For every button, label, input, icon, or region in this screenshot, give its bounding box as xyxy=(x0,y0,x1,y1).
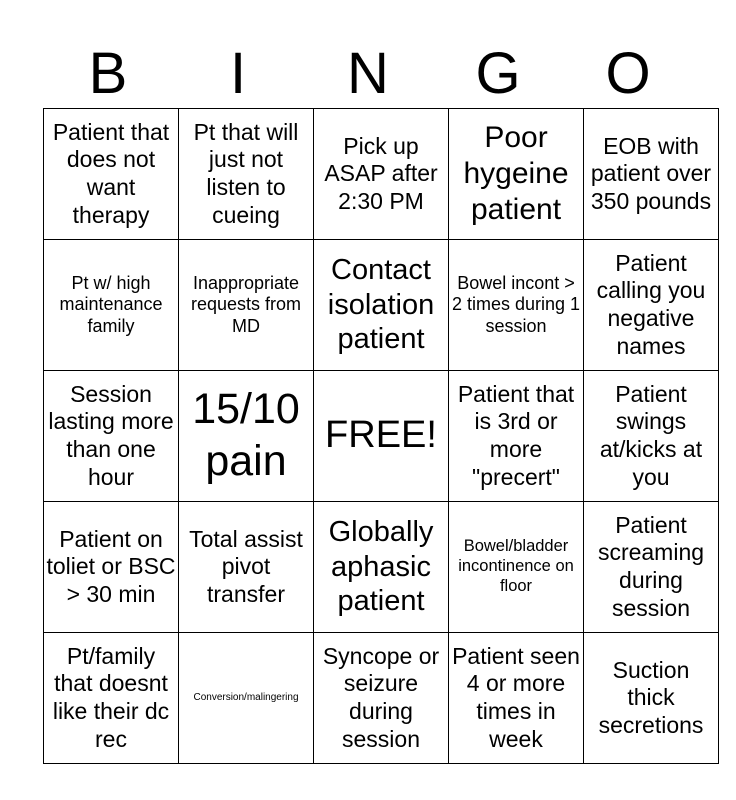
board-row xyxy=(44,371,719,502)
bingo-cell[interactable]: Conversion/malingering xyxy=(179,633,314,764)
header-letter-i: I xyxy=(229,41,247,106)
bingo-cell[interactable]: Bowel incont > 2 times during 1 session xyxy=(449,240,584,371)
bingo-cell[interactable]: Total assist pivot transfer xyxy=(179,502,314,633)
bingo-cell[interactable]: Pick up ASAP after 2:30 PM xyxy=(314,109,449,240)
bingo-cell[interactable]: Patient that is 3rd or more "precert" xyxy=(449,371,584,502)
bingo-cell[interactable]: Patient swings at/kicks at you xyxy=(584,371,719,502)
header-letter-n: N xyxy=(347,41,389,106)
bingo-board xyxy=(43,108,719,764)
bingo-header xyxy=(43,40,693,108)
bingo-cell[interactable]: Contact isolation patient xyxy=(314,240,449,371)
bingo-cell[interactable]: Globally aphasic patient xyxy=(314,502,449,633)
bingo-cell[interactable]: Session lasting more than one hour xyxy=(44,371,179,502)
bingo-cell[interactable]: Patient on toliet or BSC > 30 min xyxy=(44,502,179,633)
header-letter-o: O xyxy=(605,41,651,106)
board-row xyxy=(44,502,719,633)
board-row xyxy=(44,109,719,240)
bingo-cell[interactable]: Suction thick secretions xyxy=(584,633,719,764)
header-letter-b: B xyxy=(88,41,128,106)
board-row xyxy=(44,240,719,371)
bingo-cell[interactable]: 15/10 pain xyxy=(179,371,314,502)
bingo-cell[interactable]: Pt/family that doesnt like their dc rec xyxy=(44,633,179,764)
bingo-cell[interactable]: Inappropriate requests from MD xyxy=(179,240,314,371)
bingo-cell[interactable]: Patient calling you negative names xyxy=(584,240,719,371)
bingo-cell[interactable]: Bowel/bladder incontinence on floor xyxy=(449,502,584,633)
bingo-cell[interactable]: Patient that does not want therapy xyxy=(44,109,179,240)
bingo-cell[interactable]: Patient screaming during session xyxy=(584,502,719,633)
header-letter-g: G xyxy=(475,41,521,106)
bingo-cell[interactable]: Patient seen 4 or more times in week xyxy=(449,633,584,764)
bingo-cell[interactable]: Poor hygeine patient xyxy=(449,109,584,240)
bingo-cell[interactable]: Pt that will just not listen to cueing xyxy=(179,109,314,240)
bingo-cell[interactable]: EOB with patient over 350 pounds xyxy=(584,109,719,240)
board-row xyxy=(44,633,719,764)
bingo-cell[interactable]: Pt w/ high maintenance family xyxy=(44,240,179,371)
bingo-cell[interactable]: Syncope or seizure during session xyxy=(314,633,449,764)
bingo-free-cell[interactable]: FREE! xyxy=(314,371,449,502)
